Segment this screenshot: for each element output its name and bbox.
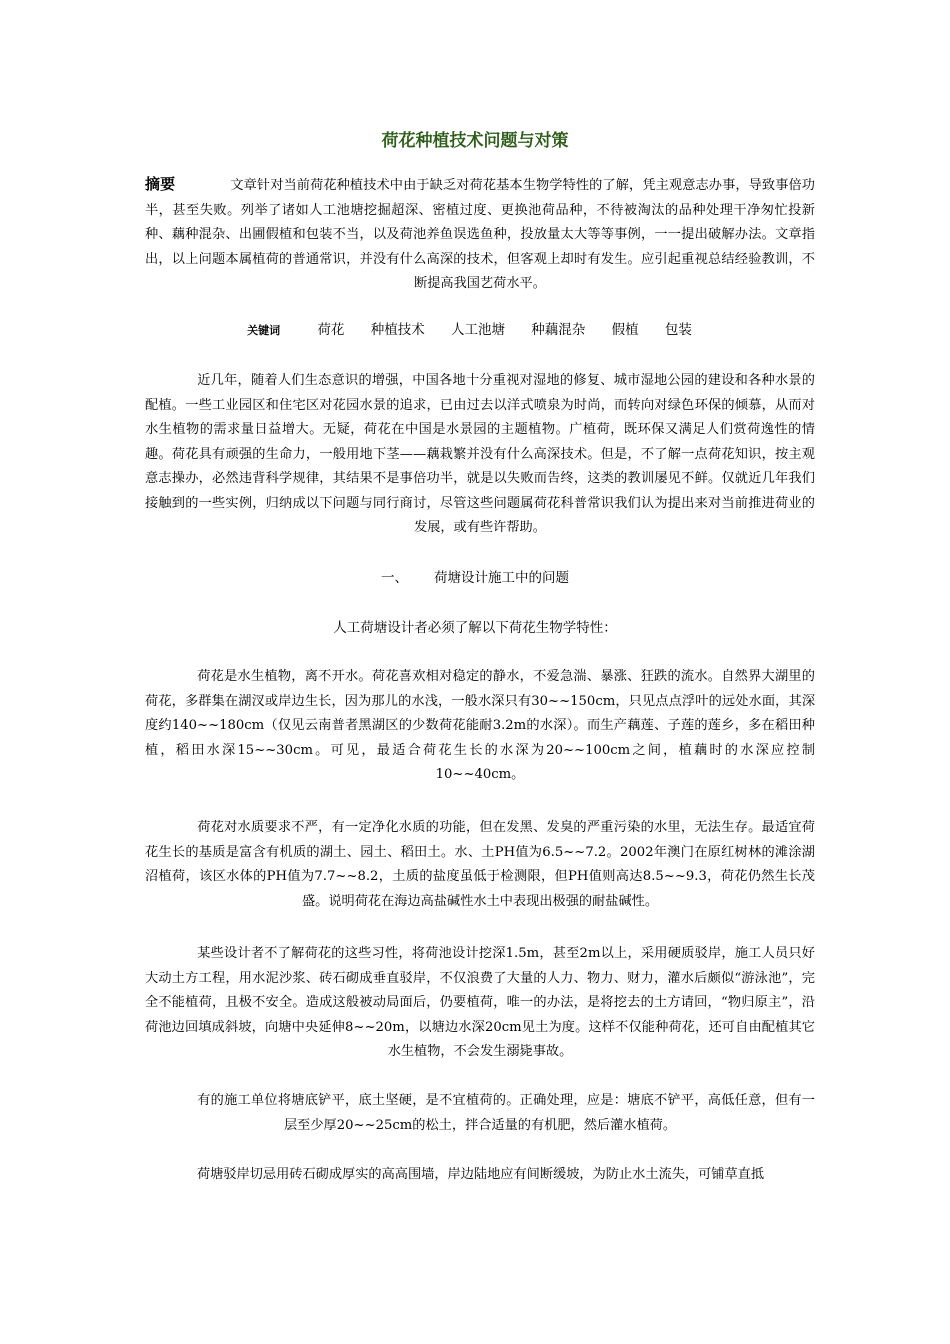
- paragraph-text: 荷花是水生植物，离不开水。荷花喜欢相对稳定的静水，不爱急湍、暴涨、狂跌的流水。自然界大湖里的荷花，多群集在湖汊或岸边生长，因为那儿的水浅，一般水深只有30~~150cm，只见点点浮叶的远处水面，其深度约140~~180cm（仅见云南普者黑湖区的少数荷花能耐3.2m的水深）。而生产藕莲、子莲的莲乡，多在稻田种植，稻田水深15~~30cm。可见，最适合荷花生长的水深为20~~100cm之间，植藕时的水深应控制10~~40cm。: [145, 669, 815, 782]
- paragraph-text: 有的施工单位将塘底铲平，底土坚硬，是不宜植荷的。正确处理，应是：塘底不铲平，高低任意，但有一层至少厚20~~25cm的松土，拌合适量的有机肥，然后灌水植荷。: [197, 1093, 815, 1133]
- section-heading: [0, 566, 950, 586]
- abstract-label: 摘要: [145, 175, 176, 193]
- document-title: 荷花种植技术问题与对策: [381, 131, 569, 151]
- body-paragraph: [145, 665, 815, 788]
- intro-text: 近几年，随着人们生态意识的增强，中国各地十分重视对湿地的修复、城市湿地公园的建设和各种水景的配植。一些工业园区和住宅区对花园水景的追求，已由过去以洋式喷泉为时尚，而转向对绿色环保的倾慕，从而对水生植物的需求量日益增大。无疑，荷花在中国是水景园的主题植物。广植荷，既环保又满足人们赏荷逸性的情趣。荷花具有顽强的生命力，一般用地下茎——藕栽繁并没有什么高深技术。但是，不了解一点荷花知识，按主观意志操办，必然违背科学规律，其结果不是事倍功半，就是以失败而告终，这类的教训屡见不鲜。仅就近几年我们接触到的一些实例，归纳成以下问题与同行商讨，尽管这些问题属荷花科普常识我们认为提出来对当前推进荷业的发展，或有些许帮助。: [145, 373, 815, 535]
- intro-paragraph: [145, 369, 815, 541]
- abstract-text: 文章针对当前荷花种植技术中由于缺乏对荷花基本生物学特性的了解，凭主观意志办事，导致事倍功半，甚至失败。列举了诸如人工池塘挖掘超深、密植过度、更换池荷品种，不待被淘汰的品种处理干净匆忙投新种、藕种混杂、出圃假植和包装不当，以及荷池养鱼误选鱼种，投放量太大等等事例，一一提出破解办法。文章指出，以上问题本属植荷的普通常识，并没有什么高深的技术，但客观上却时有发生。应引起重视总结经验教训，不断提高我国艺荷水平。: [145, 178, 815, 291]
- body-paragraph: [145, 1163, 815, 1188]
- body-paragraph: [145, 1089, 815, 1138]
- section-title: 荷塘设计施工中的问题: [434, 570, 569, 586]
- paragraph-text: 荷花对水质要求不严，有一定净化水质的功能，但在发黑、发臭的严重污染的水里，无法生存。最适宜荷花生长的基质是富含有机质的湖土、园土、稻田土。水、土PH值为6.5~~7.2。2002年澳门在原红树林的滩涂湖沼植荷，该区水体的PH值为7.7~~8.2，土质的盐度虽低于检测限，但PH值则高达8.5~~9.3，荷花仍然生长茂盛。说明荷花在海边高盐碱性水土中表现出极强的耐盐碱性。: [145, 820, 815, 909]
- paragraph-text: 荷塘驳岸切忌用砖石砌成厚实的高高围墙，岸边陆地应有间断缓坡，为防止水土流失，可铺草直抵: [197, 1167, 765, 1182]
- body-paragraph: [145, 816, 815, 914]
- section-number: 一、: [381, 570, 408, 586]
- keywords-row: [0, 318, 950, 338]
- keyword: 假植: [611, 322, 639, 338]
- keyword: 种藕混杂: [531, 322, 586, 338]
- section-subtitle: 人工荷塘设计者必须了解以下荷花生物学特性：: [333, 620, 617, 636]
- keyword: 种植技术: [370, 322, 425, 338]
- body-paragraph: [145, 942, 815, 1065]
- abstract-paragraph: [145, 172, 815, 297]
- keyword: 包装: [664, 322, 692, 338]
- keyword: 荷花: [317, 322, 345, 338]
- keyword: 人工池塘: [451, 322, 505, 338]
- paragraph-text: 某些设计者不了解荷花的这些习性，将荷池设计挖深1.5m，甚至2m以上，采用硬质驳岸，施工人员只好大动土方工程，用水泥沙浆、砖石砌成垂直驳岸，不仅浪费了大量的人力、物力、财力，灌水后颇似“游泳池”，完全不能植荷，且极不安全。造成这般被动局面后，仍要植荷，唯一的办法，是将挖去的土方请回，“物归原主”，沿荷池边回填成斜坡，向塘中央延伸8~~20m，以塘边水深20cm见土为度。这样不仅能种荷花，还可自由配植其它水生植物，不会发生溺毙事故。: [145, 946, 815, 1059]
- keywords-label: 关键词: [247, 324, 281, 337]
